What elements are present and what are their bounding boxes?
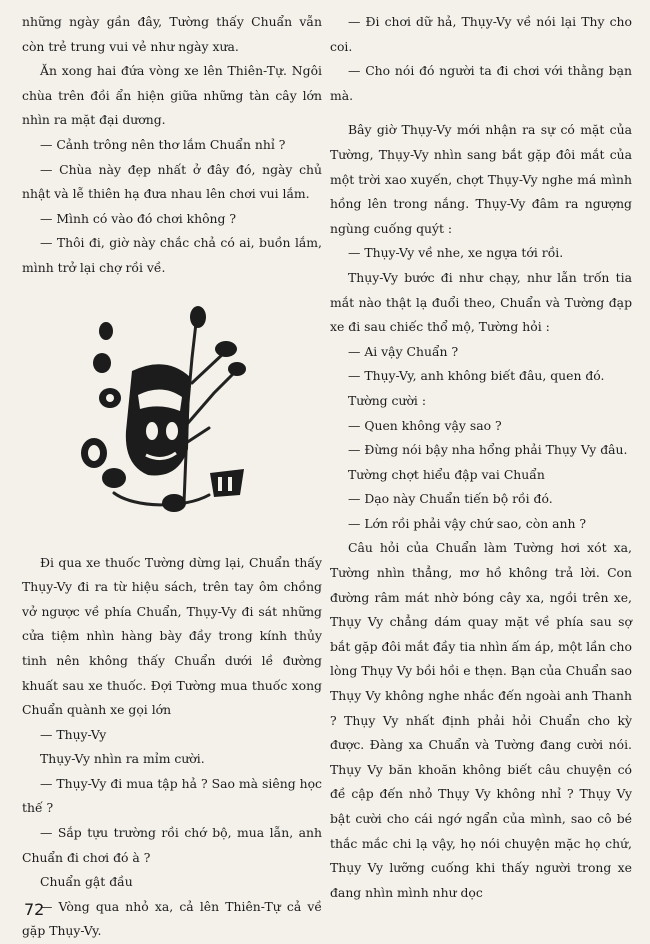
dialogue-line: — Thôi đi, giờ này chắc chả có ai, buồn lắm, mình trở lại chợ rồi về. xyxy=(22,235,322,275)
dialogue-line: — Thụy-Vy, anh không biết đâu, quen đó. xyxy=(348,368,605,384)
dialogue-line: — Lớn rồi phải vậy chứ sao, còn anh ? xyxy=(348,515,587,531)
paragraph: Bây giờ Thụy-Vy mới nhận ra sự có mặt của Tường, Thụy-Vy nhìn sang bắt gặp đôi mắt của một trời xao xuyến, chợt Thụy-Vy nghe má mình hồng lên trong nắng. Thụy-Vy đâm ra ngượng ngùng cuống quýt : xyxy=(330,122,632,236)
paragraph: những ngày gần đây, Tường thấy Chuẩn vẫn còn trẻ trung vui vẻ như ngày xưa. xyxy=(22,14,322,54)
dialogue-line: — Quen không vậy sao ? xyxy=(348,417,502,433)
right-column xyxy=(330,0,632,905)
dialogue-line: — Thụy-Vy về nhe, xe ngựa tới rồi. xyxy=(348,245,564,261)
dialogue-line: — Đi chơi dữ hả, Thụy-Vy về nói lại Thy cho coi. xyxy=(330,14,632,54)
dialogue-line: — Đừng nói bậy nha hổng phải Thụy Vy đâu. xyxy=(348,442,628,458)
dialogue-line: — Cảnh trông nên thơ lắm Chuẩn nhỉ ? xyxy=(40,136,286,152)
paragraph: Thụy-Vy bước đi như chạy, như lẫn trốn tia mắt nào thật lạ đuổi theo, Chuẩn và Tường đạp xe đi sau chiếc thổ mộ, Tường hỏi : xyxy=(330,269,632,335)
dialogue-line: — Mình có vào đó chơi không ? xyxy=(40,210,237,226)
dialogue-line: — Thụy-Vy xyxy=(40,726,107,742)
paragraph: Tường chợt hiểu đập vai Chuẩn xyxy=(348,466,545,482)
paragraph: Đi qua xe thuốc Tường dừng lại, Chuẩn thấy Thụy-Vy đi ra từ hiệu sách, trên tay ôm chồng vở ngược về phía Chuẩn, Thụy-Vy đi sát những cửa tiệm nhìn hàng bày đầy trong kính thủy tinh nên không thấy Chuẩn dưới lề đường khuất sau xe thuốc. Đợi Tường mua thuốc xong Chuẩn quành xe gọi lớn xyxy=(22,554,322,718)
illustration-vase-flowers-icon xyxy=(74,303,264,523)
paragraph: Ăn xong hai đứa vòng xe lên Thiên-Tự. Ngôi chùa trên đồi ẩn hiện giữa những tàn cây lớn nhìn ra mặt đại dương. xyxy=(22,63,322,128)
paragraph: Câu hỏi của Chuẩn làm Tường hơi xót xa, Tường nhìn thẳng, mơ hồ không trả lời. Con đường râm mát nhờ bóng cây xa, ngồi trên xe, Thụy Vy chẳng dám quay mặt về phía sau sợ bắt gặp đôi mắt đầy tia nhìn ấm áp, một lần cho lòng Thụy Vy bồi hồi e thẹn. Bạn của Chuẩn sao Thụy Vy không nghe nhắc đến ngoài anh Thanh ? Thụy Vy nhất định phải hỏi Chuẩn cho kỳ được. Đàng xa Chuẩn và Tường đang cười nói. Thụy Vy băn khoăn không biết câu chuyện có đề cập đến nhỏ Thụy Vy không nhỉ ? Thụy Vy bật cười cho cái ngớ ngẩn của mình, sao cô bé thắc mắc chi lạ vậy, họ nói chuyện mặc họ chứ, Thụy Vy lưỡng cuống khi thấy người trong xe đang nhìn mình như dọc xyxy=(330,540,632,900)
woodcut-illustration xyxy=(22,303,322,551)
dialogue-line: — Cho nói đó người ta đi chơi với thằng bạn mà. xyxy=(330,63,632,103)
paragraph: Thụy-Vy nhìn ra mỉm cười. xyxy=(40,751,205,767)
dialogue-line: — Chùa này đẹp nhất ở đây đó, ngày chủ nhật và lễ thiên hạ đưa nhau lên chơi vui lắm. xyxy=(22,161,322,202)
paragraph: Chuẩn gật đầu xyxy=(40,874,133,890)
dialogue-line: — Dạo này Chuẩn tiến bộ rồi đó. xyxy=(348,491,553,507)
dialogue-line: — Ai vậy Chuẩn ? xyxy=(348,343,459,359)
dialogue-line: — Thụy-Vy đi mua tập hả ? Sao mà siêng học thế ? xyxy=(22,775,322,816)
dialogue-line: — Vòng qua nhỏ xa, cả lên Thiên-Tự cả về gặp Thụy-Vy. xyxy=(22,898,322,939)
page-number: 72 xyxy=(24,900,45,919)
paragraph: Tường cười : xyxy=(348,392,427,408)
dialogue-line: — Sắp tựu trường rồi chớ bộ, mua lẫn, anh Chuẩn đi chơi đó à ? xyxy=(22,825,322,865)
left-column xyxy=(22,0,322,944)
